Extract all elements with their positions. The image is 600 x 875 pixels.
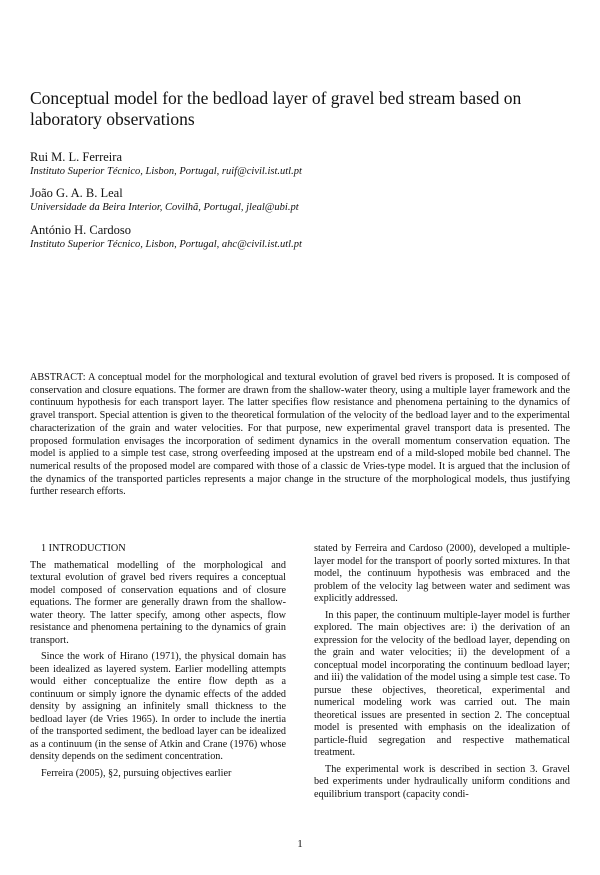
body-paragraph: The mathematical modelling of the morphological and textural evolution of gravel bed rivers requires a conceptual model composed of conservation equations and of closure equations. The former are generally drawn from the shallow-water theory. The latter specify, among other aspects, flow resistance and phenomena pertaining to the dynamics of grain transport. — [30, 559, 286, 646]
page-number: 1 — [297, 838, 303, 850]
paper-title: Conceptual model for the bedload layer of gravel bed stream based on laboratory observations — [30, 88, 522, 129]
author-name: Rui M. L. Ferreira — [30, 150, 122, 164]
body-paragraph: The experimental work is described in section 3. Gravel bed experiments under hydraulically uniform conditions and equilibrium transport (capacity condi- — [314, 763, 570, 800]
author-block — [30, 223, 570, 252]
body-paragraph: Since the work of Hirano (1971), the physical domain has been idealized as layered system. Earlier modelling attempts would either conceptualize the entire flow depth as a continuum or simply ignore the dynamic effects of the added density by assigning an infinitely small thickness to the bedload layer (de Vries 1965). In order to include the inertia of the transported sediment, the bedload layer can be idealized as a continuum (in the sense of Atkin and Crane (1976) whose density depends on the sediment concentration. — [30, 651, 286, 762]
left-column — [30, 543, 286, 780]
section-heading: 1 INTRODUCTION — [41, 543, 126, 554]
author-affiliation: Instituto Superior Técnico, Lisbon, Portugal, ruif@civil.ist.utl.pt — [30, 166, 302, 177]
right-column — [314, 543, 570, 801]
abstract-label: ABSTRACT: — [30, 372, 86, 383]
abstract-text: A conceptual model for the morphological and textural evolution of gravel bed rivers is proposed. It is composed of conservation and closure equations. The former are drawn from the shallow-water theory, using a multiple layer framework and the continuum hypothesis for each transport layer. The latter specifies flow resistance and phenomena pertaining to the dynamics of gravel transport. Special attention is given to the theoretical formulation of the velocity of the bedload layer and to the experimental characterization of the grain and water velocities. For that purpose, new experimental gravel transport data is presented. The proposed formulation envisages the incorporation of sediment dynamics in the overall momentum conservation equation. The model is applied to a simple test case, strong overfeeding imposed at the upstream end of a mild-sloped mobile bed channel. The numerical results of the proposed model are compared with those of a classic de Vries-type model. It is argued that the inclusion of the dynamics of the transported particles represents a major change in the structure of the morphological models, thus justifying further research efforts. — [30, 372, 570, 498]
author-affiliation: Instituto Superior Técnico, Lisbon, Portugal, ahc@civil.ist.utl.pt — [30, 239, 302, 250]
body-paragraph: stated by Ferreira and Cardoso (2000), developed a multiple-layer model for the transport of poorly sorted mixtures. In that model, the continuum hypothesis was embraced and the problem of the velocity lag between water and sediment was explicitly addressed. — [314, 543, 570, 604]
body-paragraph: In this paper, the continuum multiple-layer model is further explored. The main objectives are: i) the derivation of an expression for the velocity of the bedload layer, depending on the grain and water velocities; ii) the development of a conceptual model incorporating the continuum bedload layer; and iii) the validation of the model using a simple test case. To pursue these objectives, theoretical, experimental and numerical modeling work was carried out. The main theoretical issues are presented in section 2. The conceptual model is presented with emphasis on the idealization of particle-fluid segregation and respective mathematical treatment. — [314, 609, 570, 758]
author-name: João G. A. B. Leal — [30, 186, 123, 200]
author-affiliation: Universidade da Beira Interior, Covilhã, Portugal, jleal@ubi.pt — [30, 202, 299, 213]
body-paragraph: Ferreira (2005), §2, pursuing objectives earlier — [41, 767, 232, 779]
abstract — [30, 372, 570, 499]
author-name: António H. Cardoso — [30, 223, 132, 237]
author-block — [30, 150, 570, 179]
author-block — [30, 186, 570, 215]
